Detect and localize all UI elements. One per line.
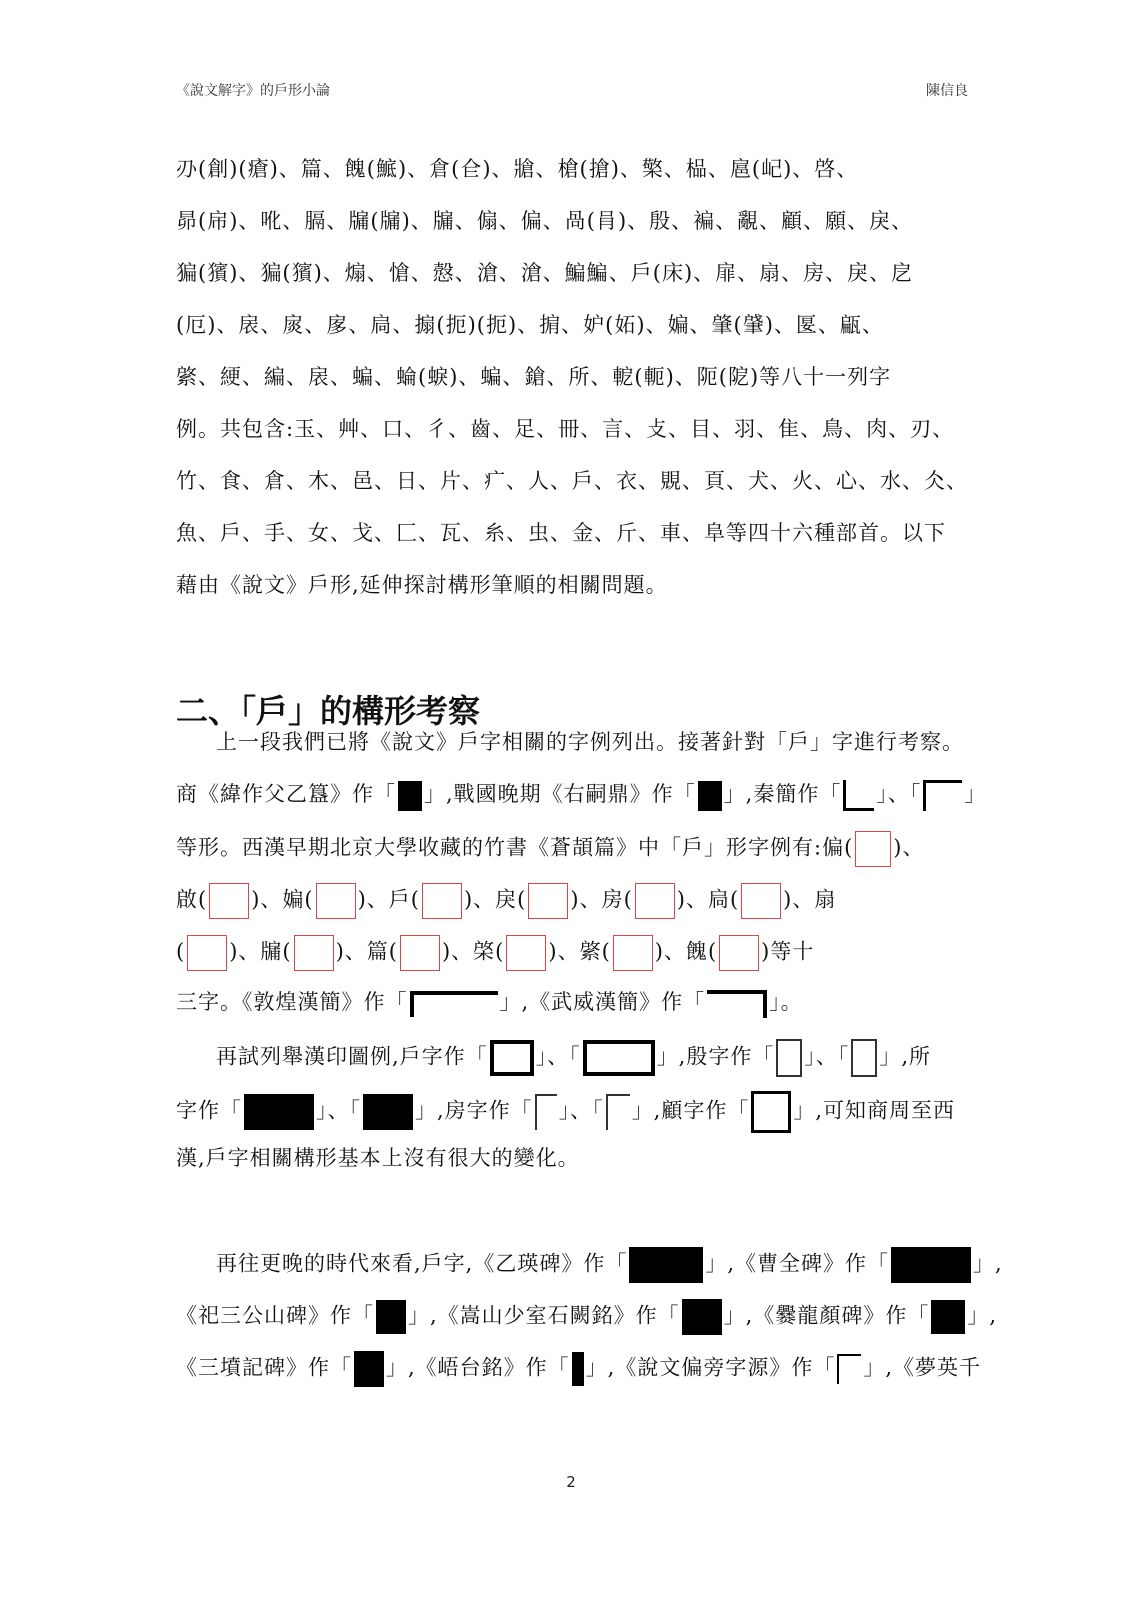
dunhuang-glyph-image — [410, 991, 498, 1017]
body-line-4: (厄)、扆、扊、扅、扃、搧(扼)(扼)、掮、妒(妬)、媥、肇(肈)、匽、甂、 — [176, 313, 884, 337]
seal-script-glyph-image — [837, 1354, 861, 1384]
text-run: 《祀三公山碑》作「 — [176, 1303, 374, 1328]
body-line-8: 魚、戶、手、女、戈、匚、瓦、糸、虫、金、斤、車、阜等四十六種部首。以下 — [176, 521, 946, 545]
text-run: 三字。《敦煌漢簡》作「 — [176, 990, 408, 1014]
text-run: 」、「 — [535, 1044, 581, 1069]
text-run: 」,房字作「 — [415, 1098, 533, 1123]
text-run: 」,顧字作「 — [631, 1098, 750, 1123]
running-header-author: 陳信良 — [926, 83, 968, 99]
text-run: 」,《說文偏旁字源》作「 — [585, 1355, 836, 1380]
text-run: )、戶( — [357, 887, 420, 912]
text-run: )、扃( — [676, 887, 740, 912]
text-run: 」、「 — [558, 1098, 604, 1123]
stele-glyph-image — [572, 1352, 584, 1386]
text-run: 」、「 — [876, 782, 922, 806]
text-run: 」。 — [769, 990, 803, 1014]
para4-line-3 — [176, 1351, 982, 1391]
text-run: 」,《嵩山少室石闕銘》作「 — [408, 1303, 680, 1328]
text-run: 」,《曹全碑》作「 — [705, 1251, 890, 1276]
text-run: 字作「 — [176, 1098, 242, 1123]
body-line-5: 綮、綆、編、扆、蝙、蜦(蜧)、蝙、鎗、所、軶(軛)、阨(阸)等八十一列字 — [176, 365, 892, 389]
para2-line-3 — [176, 831, 966, 871]
text-run: 《三墳記碑》作「 — [176, 1355, 352, 1380]
seal-glyph-image — [363, 1094, 413, 1130]
body-line-1: 刅(創)(瘡)、篇、餽(鯳)、倉(仺)、牄、槍(搶)、檠、榀、扈(屺)、啓、 — [176, 157, 859, 181]
body-line-3: 猵(獱)、猵(獱)、煽、愴、慤、滄、滄、鯿鯿、戶(床)、扉、扇、房、戾、戹 — [176, 261, 914, 285]
stele-glyph-image — [931, 1300, 965, 1334]
bronze-glyph-image — [698, 781, 722, 811]
para3-line-1 — [216, 1039, 966, 1079]
bamboo-glyph-image — [923, 780, 962, 811]
text-run: 再試列舉漢印圖例,戶字作「 — [216, 1044, 488, 1069]
cangjie-glyph-image — [400, 935, 440, 971]
text-run: )、餽( — [654, 939, 718, 964]
stele-glyph-image — [682, 1299, 722, 1335]
text-run: ( — [176, 939, 186, 964]
body-line-6: 例。共包含:玉、艸、口、彳、齒、足、冊、言、攴、目、羽、隹、鳥、肉、刃、 — [176, 417, 955, 441]
body-line-2: 昴(帍)、吪、膈、牖(牖)、牖、傓、偏、咼(肙)、殷、褊、覶、顧、願、戾、 — [176, 209, 914, 233]
seal-glyph-image — [776, 1039, 802, 1077]
text-run: 」 — [964, 782, 987, 806]
text-run: 」,戰國晚期《右嗣鼎》作「 — [424, 782, 696, 806]
page-number: 2 — [566, 1473, 576, 1491]
stele-glyph-image — [629, 1247, 703, 1283]
cangjie-glyph-image — [506, 935, 546, 971]
text-run: )、扇 — [783, 887, 837, 912]
text-run: 」、「 — [316, 1098, 361, 1123]
text-run: 」, — [973, 1251, 1003, 1276]
seal-glyph-image — [244, 1094, 314, 1130]
wuwei-glyph-image — [707, 990, 767, 1018]
bamboo-glyph-image — [843, 780, 874, 811]
text-run: 啟( — [176, 887, 208, 912]
text-run: )、棨( — [441, 939, 505, 964]
bronze-glyph-image — [398, 781, 422, 811]
section-heading: 二、「戶」的構形考察 — [176, 692, 481, 730]
text-run: )、媥( — [251, 887, 314, 912]
cangjie-glyph-image — [316, 883, 356, 919]
para2-line-2 — [176, 779, 987, 809]
cangjie-glyph-image — [719, 935, 759, 971]
text-run: 」,《爨龍顏碑》作「 — [723, 1303, 930, 1328]
cangjie-glyph-image — [209, 883, 249, 919]
text-run: 」,可知商周至西 — [793, 1098, 956, 1123]
text-run: )、牖( — [229, 939, 292, 964]
cangjie-glyph-image — [613, 935, 653, 971]
text-run: 」,殷字作「 — [656, 1044, 775, 1069]
text-run: 」,《夢英千 — [863, 1355, 982, 1380]
seal-glyph-image — [583, 1040, 655, 1076]
text-run: )、房( — [570, 887, 633, 912]
cangjie-glyph-image — [855, 831, 891, 867]
seal-glyph-image — [851, 1039, 877, 1077]
para2-line-1: 上一段我們已將《說文》戶字相關的字例列出。接著針對「戶」字進行考察。 — [216, 730, 964, 754]
seal-glyph-image — [535, 1094, 557, 1130]
para2-line-6 — [176, 987, 966, 1023]
text-run: 再往更晚的時代來看,戶字,《乙瑛碑》作「 — [216, 1251, 628, 1276]
cangjie-glyph-image — [422, 883, 462, 919]
stele-glyph-image — [891, 1247, 971, 1283]
para2-line-5 — [176, 935, 966, 975]
text-run: 等形。西漢早期北京大學收藏的竹書《蒼頡篇》中「戶」形字例有:偏( — [176, 835, 854, 860]
seal-glyph-image — [490, 1040, 534, 1076]
stele-glyph-image — [354, 1351, 384, 1387]
seal-glyph-image — [751, 1091, 791, 1133]
para3-line-3: 漢,戶字相關構形基本上沒有很大的變化。 — [176, 1146, 580, 1170]
seal-glyph-image — [606, 1094, 630, 1130]
cangjie-glyph-image — [187, 935, 227, 971]
para3-line-2 — [176, 1091, 966, 1131]
stele-glyph-image — [376, 1300, 406, 1334]
para2-line-4 — [176, 883, 966, 923]
text-run: 商《緯作父乙簋》作「 — [176, 782, 396, 806]
cangjie-glyph-image — [294, 935, 334, 971]
text-run: )等十 — [761, 939, 815, 964]
text-run: 」, — [967, 1303, 998, 1328]
cangjie-glyph-image — [635, 883, 675, 919]
para4-line-2 — [176, 1299, 998, 1339]
body-line-9: 藉由《說文》戶形,延伸探討構形筆順的相關問題。 — [176, 573, 668, 597]
cangjie-glyph-image — [741, 883, 781, 919]
text-run: 」、「 — [804, 1044, 850, 1069]
running-header-title: 《說文解字》的戶形小論 — [176, 83, 330, 99]
text-run: )、戾( — [463, 887, 527, 912]
text-run: )、篇( — [335, 939, 398, 964]
text-run: 」,《峿台銘》作「 — [386, 1355, 570, 1380]
text-run: 」,秦簡作「 — [723, 782, 842, 806]
body-line-7: 竹、食、倉、木、邑、日、片、疒、人、戶、衣、覞、頁、犬、火、心、水、仌、 — [176, 469, 968, 493]
cangjie-glyph-image — [528, 883, 568, 919]
text-run: )、 — [893, 835, 925, 860]
text-run: 」,《武威漢簡》作「 — [499, 990, 706, 1014]
para4-line-1 — [216, 1247, 1003, 1287]
text-run: 」,所 — [879, 1044, 932, 1069]
text-run: )、綮( — [548, 939, 611, 964]
